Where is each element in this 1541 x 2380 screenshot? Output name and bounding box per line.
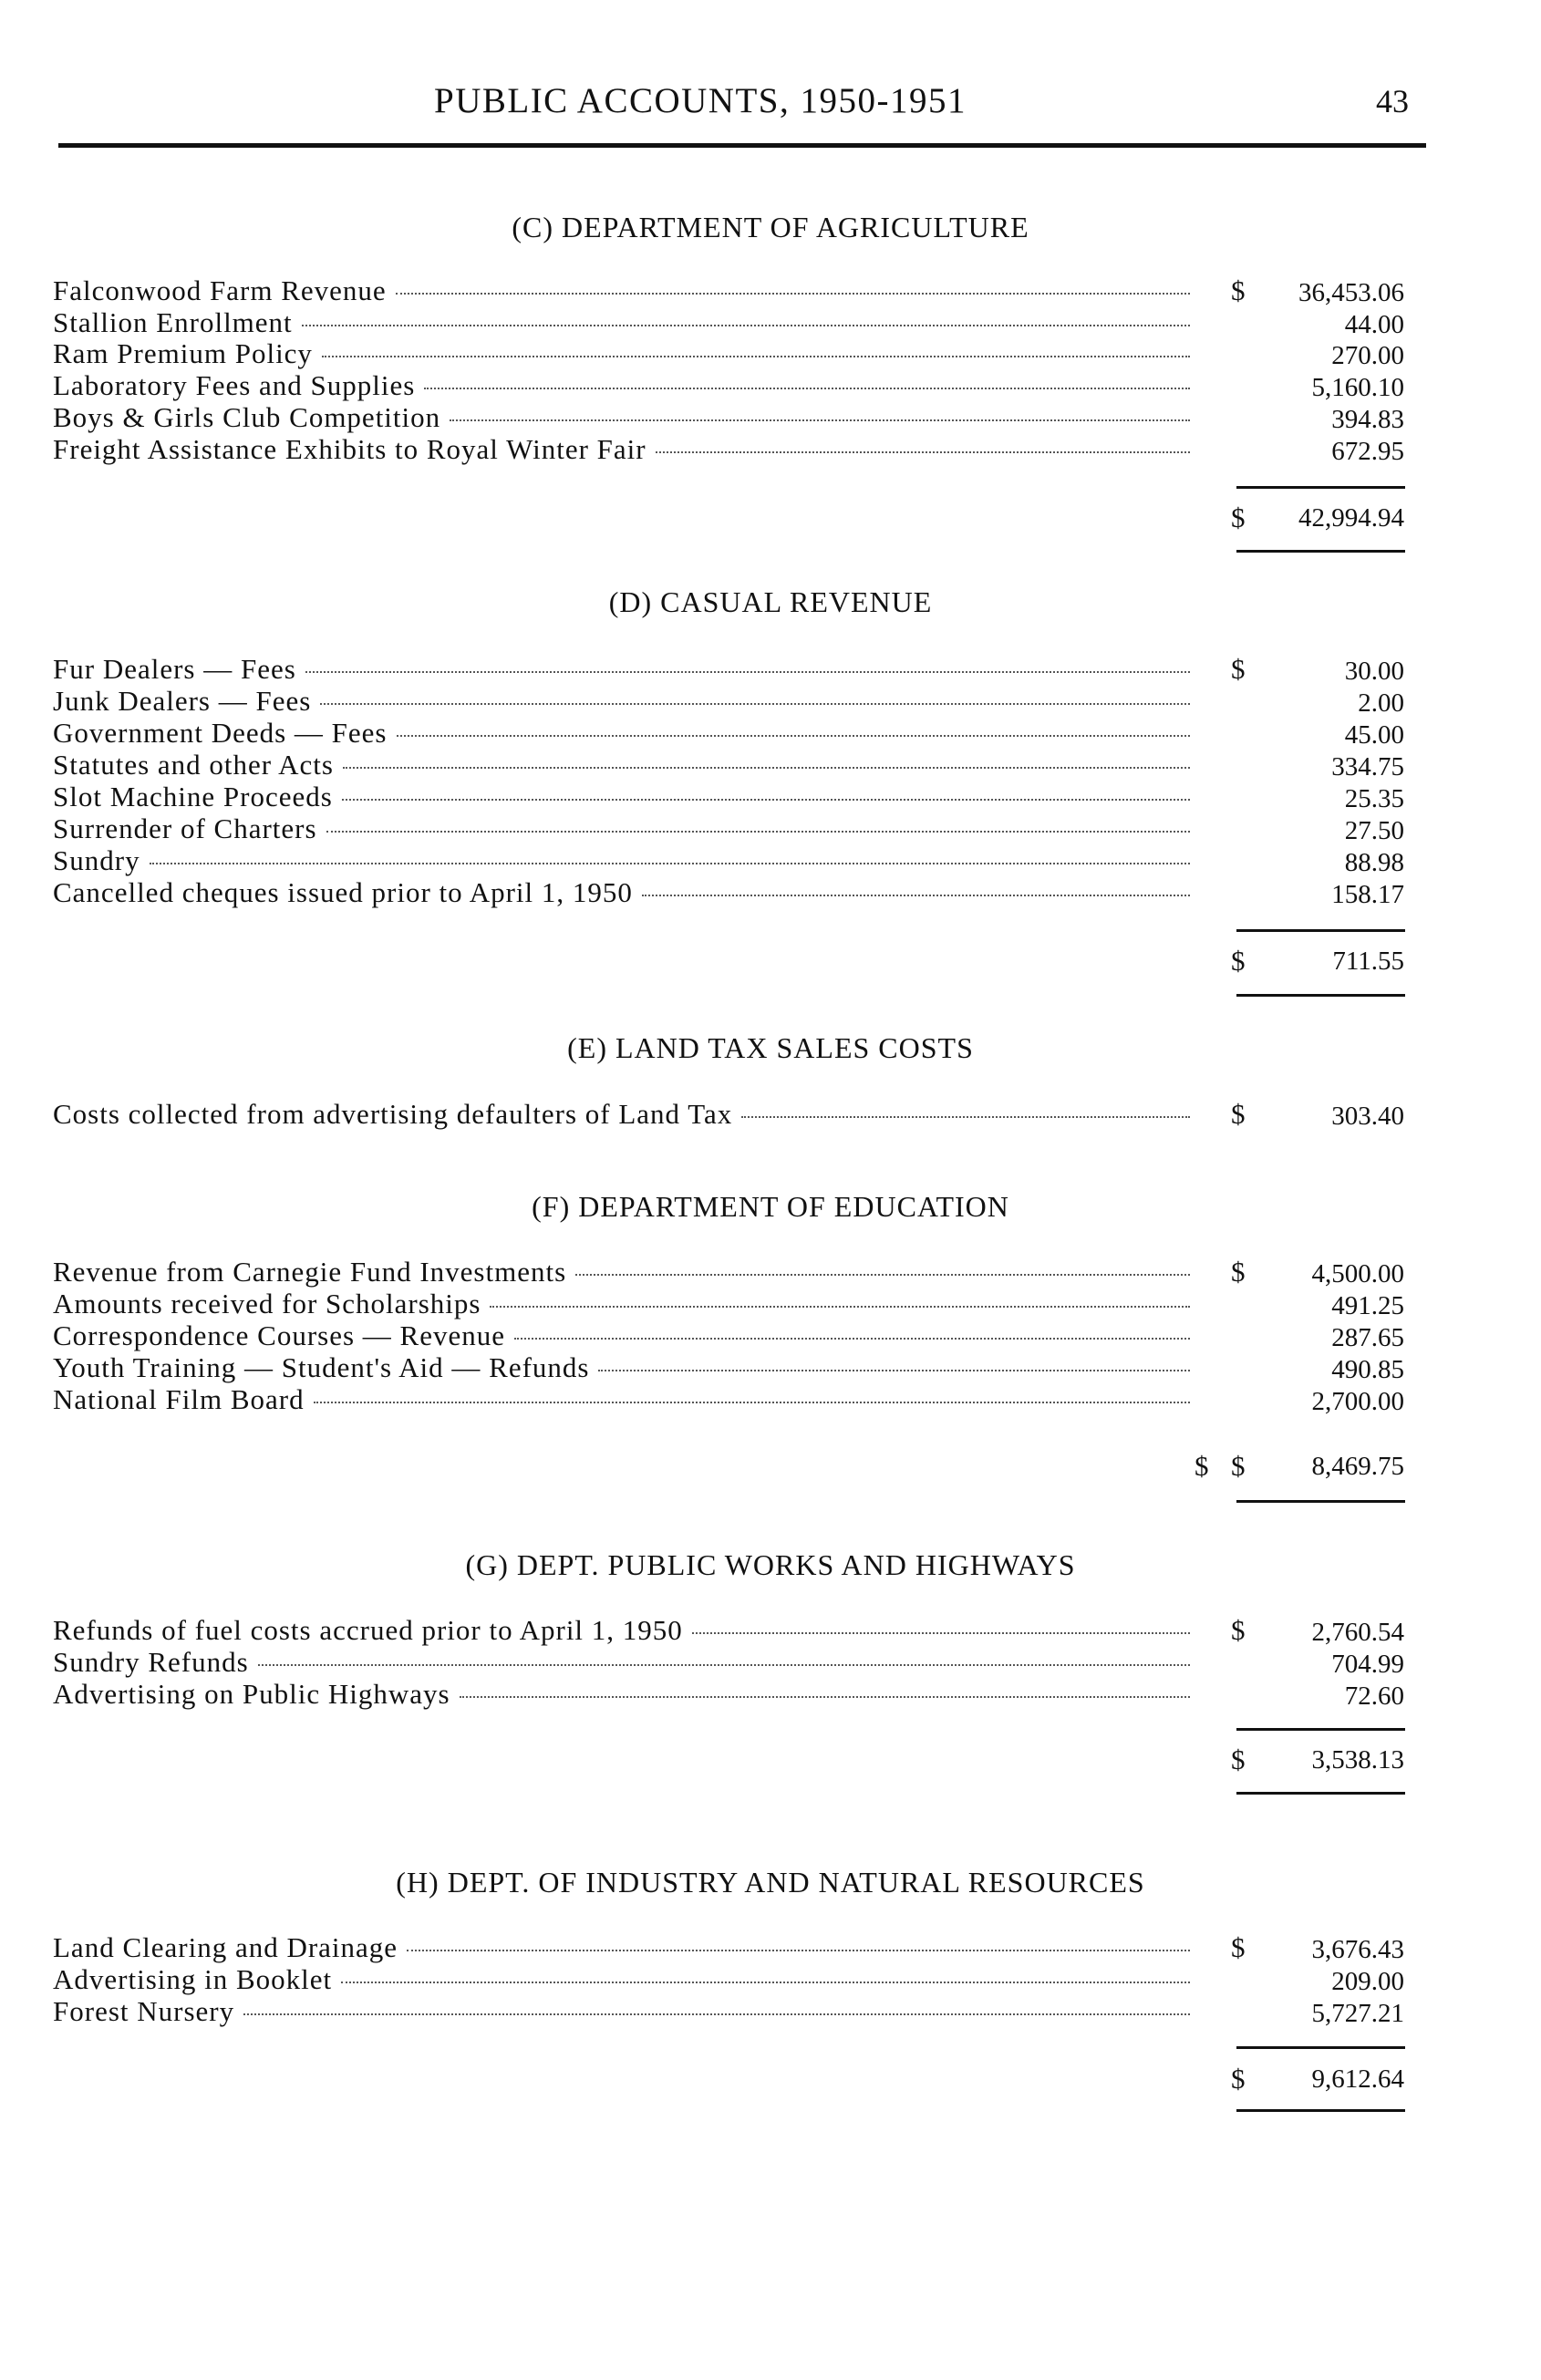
- line-item-label-wrap: [53, 685, 1197, 718]
- line-item: [0, 433, 1541, 465]
- total-rule: [1236, 1500, 1405, 1503]
- dollar-sign: $: [1231, 274, 1246, 306]
- line-item-label: Sundry Refunds: [53, 1646, 249, 1678]
- dot-leader: [150, 862, 1190, 864]
- line-item-amount: 30.00: [1344, 657, 1404, 686]
- line-item-label-wrap: [53, 717, 1197, 750]
- dot-leader: [397, 734, 1191, 737]
- line-item-label-wrap: [53, 337, 1197, 370]
- line-item: [0, 306, 1541, 338]
- dot-leader: [314, 1401, 1190, 1403]
- line-item: [0, 1288, 1541, 1319]
- dot-leader: [692, 1631, 1190, 1634]
- section-title: (H) DEPT. OF INDUSTRY AND NATURAL RESOURCES: [396, 1866, 1145, 1899]
- dollar-sign: $: [1231, 1098, 1246, 1130]
- section-total-amount: 42,994.94: [1298, 503, 1404, 533]
- line-item-amount: 45.00: [1344, 720, 1404, 750]
- dot-leader: [343, 766, 1190, 769]
- section-total: [0, 1744, 1541, 1775]
- dot-leader: [490, 1305, 1190, 1308]
- line-item-label: Ram Premium Policy: [53, 337, 313, 369]
- dollar-sign: $: [1231, 653, 1246, 685]
- dot-leader: [326, 830, 1190, 833]
- line-item: [0, 653, 1541, 685]
- line-item-label-wrap: [53, 1351, 1197, 1384]
- line-item-label-wrap: [53, 306, 1197, 339]
- line-item-label-wrap: [53, 1931, 1197, 1964]
- line-item-amount: 287.65: [1331, 1323, 1404, 1352]
- section-total-amount: 8,469.75: [1311, 1452, 1404, 1481]
- line-item-label: Advertising on Public Highways: [53, 1678, 450, 1710]
- total-rule: [1236, 2109, 1405, 2112]
- line-item-amount: 44.00: [1344, 310, 1404, 339]
- line-item-label: Amounts received for Scholarships: [53, 1288, 481, 1319]
- line-item: [0, 1256, 1541, 1288]
- line-item-amount: 88.98: [1344, 848, 1404, 877]
- dot-leader: [598, 1369, 1190, 1371]
- line-item-amount: 303.40: [1331, 1102, 1404, 1131]
- dollar-sign: $: [1231, 2063, 1246, 2095]
- line-item-amount: 491.25: [1331, 1291, 1404, 1320]
- line-item-amount: 2.00: [1358, 688, 1404, 718]
- dot-leader: [460, 1695, 1190, 1698]
- line-item-label-wrap: [53, 844, 1197, 877]
- line-item: [0, 749, 1541, 781]
- line-item: [0, 337, 1541, 369]
- section-total-amount: 9,612.64: [1311, 2064, 1404, 2094]
- total-rule: [1236, 550, 1405, 553]
- header-rule: [58, 143, 1426, 148]
- dot-leader: [258, 1663, 1190, 1666]
- line-item-label: Youth Training — Student's Aid — Refunds: [53, 1351, 590, 1383]
- dot-leader: [575, 1273, 1190, 1276]
- line-item: [0, 1383, 1541, 1415]
- line-item: [0, 781, 1541, 812]
- dot-leader: [514, 1337, 1190, 1340]
- line-item-label: Forest Nursery: [53, 1995, 235, 2027]
- line-item-label: Statutes and other Acts: [53, 749, 334, 781]
- line-item-label-wrap: [53, 876, 1197, 909]
- line-item: [0, 876, 1541, 908]
- line-item-label: Land Clearing and Drainage: [53, 1931, 398, 1963]
- section-title: (C) DEPARTMENT OF AGRICULTURE: [512, 211, 1029, 243]
- total-rule: [1236, 994, 1405, 997]
- line-item-amount: 25.35: [1344, 784, 1404, 813]
- dot-leader: [450, 419, 1190, 421]
- line-item-amount: 270.00: [1331, 341, 1404, 370]
- dot-leader: [407, 1949, 1190, 1951]
- line-item: [0, 1646, 1541, 1678]
- line-item-label: Sundry: [53, 844, 140, 876]
- line-item-label: Fur Dealers — Fees: [53, 653, 296, 685]
- dollar-sign: $: [1195, 1450, 1209, 1482]
- subtotal-rule: [1236, 1728, 1405, 1731]
- line-item-label: Refunds of fuel costs accrued prior to April 1, 1950: [53, 1614, 683, 1646]
- line-item-label: Stallion Enrollment: [53, 306, 293, 338]
- dollar-sign: $: [1231, 502, 1246, 533]
- line-item-label: Revenue from Carnegie Fund Investments: [53, 1256, 567, 1288]
- line-item: [0, 369, 1541, 401]
- line-item-label-wrap: [53, 812, 1197, 845]
- line-item-label-wrap: [53, 653, 1197, 686]
- section-title: (D) CASUAL REVENUE: [608, 585, 933, 618]
- section-total: [0, 502, 1541, 533]
- line-item-label-wrap: [53, 1678, 1197, 1711]
- dot-leader: [642, 894, 1190, 896]
- line-item: [0, 1931, 1541, 1963]
- line-item: [0, 1678, 1541, 1710]
- line-item-label-wrap: [53, 274, 1197, 307]
- line-item-amount: 4,500.00: [1311, 1259, 1404, 1288]
- line-item-label: Junk Dealers — Fees: [53, 685, 312, 717]
- page-title: PUBLIC ACCOUNTS, 1950-1951: [434, 81, 967, 120]
- section-title: (E) LAND TAX SALES COSTS: [567, 1031, 974, 1064]
- line-item: [0, 1319, 1541, 1351]
- line-item-label: Government Deeds — Fees: [53, 717, 388, 749]
- line-item-label-wrap: [53, 1098, 1197, 1131]
- line-item-label: National Film Board: [53, 1383, 305, 1415]
- line-item-amount: 158.17: [1331, 880, 1404, 909]
- line-item: [0, 844, 1541, 876]
- section-total-amount: 711.55: [1332, 947, 1404, 976]
- line-item-label-wrap: [53, 781, 1197, 813]
- line-item-amount: 394.83: [1331, 405, 1404, 434]
- line-item-amount: 672.95: [1331, 437, 1404, 466]
- dot-leader: [305, 670, 1190, 673]
- line-item-label: Correspondence Courses — Revenue: [53, 1319, 506, 1351]
- line-item-amount: 209.00: [1331, 1967, 1404, 1996]
- dot-leader: [424, 387, 1190, 389]
- line-item: [0, 1098, 1541, 1130]
- dot-leader: [656, 450, 1190, 453]
- section-title: (F) DEPARTMENT OF EDUCATION: [532, 1190, 1009, 1223]
- dot-leader: [741, 1115, 1190, 1118]
- line-item: [0, 1614, 1541, 1646]
- dot-leader: [342, 798, 1190, 801]
- line-item-amount: 3,676.43: [1311, 1935, 1404, 1964]
- line-item-label-wrap: [53, 1995, 1197, 2028]
- line-item-label-wrap: [53, 749, 1197, 781]
- line-item-amount: 2,760.54: [1311, 1618, 1404, 1647]
- total-rule: [1236, 1792, 1405, 1795]
- line-item-label-wrap: [53, 1288, 1197, 1320]
- line-item-label-wrap: [53, 1646, 1197, 1679]
- line-item-label: Freight Assistance Exhibits to Royal Winter Fair: [53, 433, 646, 465]
- section-total: [0, 945, 1541, 977]
- section-total: [0, 2063, 1541, 2095]
- line-item-amount: 2,700.00: [1311, 1387, 1404, 1416]
- subtotal-rule: [1236, 2046, 1405, 2049]
- dot-leader: [322, 355, 1190, 357]
- line-item: [0, 1351, 1541, 1383]
- dot-leader: [396, 292, 1190, 295]
- subtotal-rule: [1236, 929, 1405, 932]
- line-item-label: Boys & Girls Club Competition: [53, 401, 441, 433]
- line-item-label-wrap: [53, 401, 1197, 434]
- dot-leader: [302, 324, 1190, 326]
- line-item-amount: 5,727.21: [1311, 1999, 1404, 2028]
- line-item-label-wrap: [53, 1614, 1197, 1647]
- section-total: [0, 1450, 1541, 1482]
- subtotal-rule: [1236, 486, 1405, 489]
- line-item-label: Surrender of Charters: [53, 812, 317, 844]
- line-item-label: Laboratory Fees and Supplies: [53, 369, 416, 401]
- line-item: [0, 1995, 1541, 2027]
- line-item-label-wrap: [53, 1963, 1197, 1996]
- line-item-label: Falconwood Farm Revenue: [53, 274, 387, 306]
- line-item-amount: 72.60: [1344, 1682, 1404, 1711]
- dollar-sign: $: [1231, 1744, 1246, 1775]
- line-item-label: Cancelled cheques issued prior to April 1, 1950: [53, 876, 633, 908]
- line-item-amount: 27.50: [1344, 816, 1404, 845]
- line-item-label-wrap: [53, 433, 1197, 466]
- line-item-amount: 704.99: [1331, 1650, 1404, 1679]
- page-number: 43: [1376, 83, 1409, 119]
- line-item-label: Costs collected from advertising defaulters of Land Tax: [53, 1098, 733, 1130]
- dot-leader: [320, 702, 1190, 705]
- section-title: (G) DEPT. PUBLIC WORKS AND HIGHWAYS: [465, 1548, 1076, 1581]
- line-item: [0, 274, 1541, 306]
- line-item-label-wrap: [53, 1256, 1197, 1288]
- dot-leader: [243, 2013, 1190, 2015]
- line-item-label-wrap: [53, 1319, 1197, 1352]
- line-item: [0, 401, 1541, 433]
- dollar-sign: $: [1231, 945, 1246, 977]
- line-item-amount: 334.75: [1331, 752, 1404, 781]
- line-item: [0, 685, 1541, 717]
- line-item-label: Advertising in Booklet: [53, 1963, 333, 1995]
- line-item-label: Slot Machine Proceeds: [53, 781, 333, 812]
- page-header: [0, 80, 1541, 135]
- dollar-sign: $: [1231, 1931, 1246, 1963]
- line-item-amount: 5,160.10: [1311, 373, 1404, 402]
- dot-leader: [341, 1981, 1190, 1983]
- dollar-sign: $: [1231, 1256, 1246, 1288]
- line-item-amount: 36,453.06: [1298, 278, 1404, 307]
- section-total-amount: 3,538.13: [1311, 1745, 1404, 1775]
- line-item: [0, 1963, 1541, 1995]
- line-item-label-wrap: [53, 1383, 1197, 1416]
- dollar-sign: $: [1231, 1450, 1246, 1482]
- line-item: [0, 717, 1541, 749]
- line-item-amount: 490.85: [1331, 1355, 1404, 1384]
- line-item-label-wrap: [53, 369, 1197, 402]
- line-item: [0, 812, 1541, 844]
- dollar-sign: $: [1231, 1614, 1246, 1646]
